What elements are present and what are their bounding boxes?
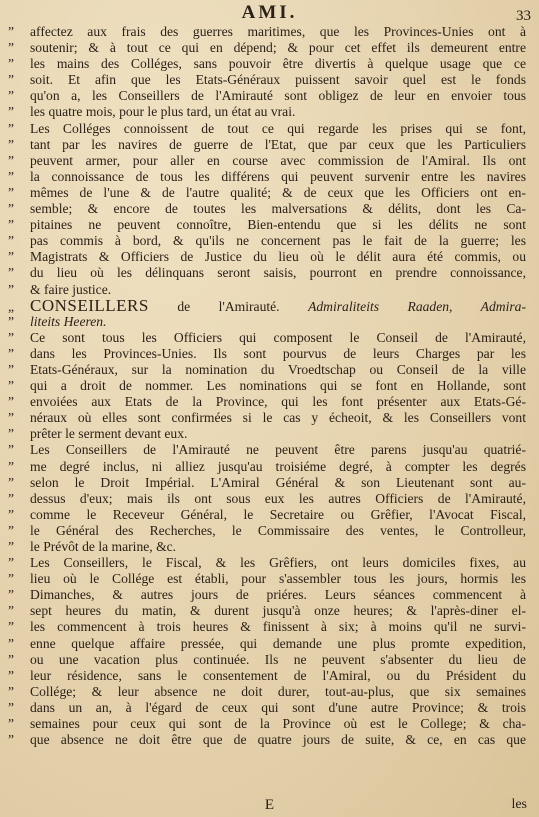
quote-mark: ” xyxy=(8,522,15,538)
line-text: Magistrats & Officiers de Justice du lieu où le délit aura été commis, ou xyxy=(30,249,526,265)
line-text: Les Colléges connoissent de tout ce qui regarde les prises qui se font, xyxy=(30,120,526,136)
quote-mark: ” xyxy=(8,732,15,748)
quote-mark: ” xyxy=(8,442,15,458)
quote-mark: ” xyxy=(8,120,15,136)
quote-mark: ” xyxy=(8,555,15,571)
text-line xyxy=(8,137,530,153)
quote-mark: ” xyxy=(8,265,15,281)
line-text: la connoissance de tous les différens qui peuvent survenir entre les navires xyxy=(30,168,526,184)
text-line xyxy=(8,201,530,217)
line-text: soutenir; & à tout ce qui en dépend; & pour cet effet ils demeurent entre xyxy=(30,40,526,56)
quote-mark: ” xyxy=(8,329,15,345)
line-text: les commencent à trois heures & finissent à six; à moins qu'il ne survi- xyxy=(30,619,526,635)
text-line xyxy=(8,539,530,555)
quote-mark: ” xyxy=(8,136,15,152)
line-text: le Général des Recherches, le Commissaire des ventes, le Controlleur, xyxy=(30,522,526,538)
line-text: sept heures du matin, & durent jusqu'à onze heures; & l'après-diner el- xyxy=(30,603,526,619)
quote-mark: ” xyxy=(8,635,15,651)
quote-mark: ” xyxy=(8,168,15,184)
quote-mark: ” xyxy=(8,24,15,39)
text-line xyxy=(8,555,530,571)
text-line xyxy=(8,603,530,619)
quote-mark: ” xyxy=(8,603,15,619)
page-footer xyxy=(0,797,539,817)
quote-mark: ” xyxy=(8,474,15,490)
line-text: les quatre mois, pour le plus tard, un état au vrai. xyxy=(30,104,296,120)
line-text: que absence ne doit être que de quatre jours de suite, & ce, en cas que xyxy=(30,732,526,748)
entry-heading xyxy=(8,298,530,314)
quote-mark: ” xyxy=(8,72,15,88)
quote-mark: ” xyxy=(8,667,15,683)
quote-mark: ” xyxy=(8,201,15,217)
line-text: le Prévôt de la marine, &c. xyxy=(30,539,177,554)
text-line xyxy=(8,104,530,120)
line-text: enne quelque affaire pressée, qui demande une plus promte expedition, xyxy=(30,635,526,651)
line-text: Ce sont tous les Officiers qui composent le Conseil de l'Amirauté, xyxy=(30,329,526,345)
line-text: semble; & encore de toutes les malversations & délits, dont les Ca- xyxy=(30,201,526,217)
quote-mark: ” xyxy=(8,56,15,72)
line-text: selon le Droit Impérial. L'Amiral Général & son Lieutenant sont au- xyxy=(30,474,526,490)
quote-mark: ” xyxy=(8,426,15,442)
entry-heading-continued-text xyxy=(30,314,526,330)
text-line xyxy=(8,40,530,56)
quote-mark: ” xyxy=(8,184,15,200)
line-text: Les Conseillers, le Fiscal, & les Grêfiers, ont leurs domiciles fixes, au xyxy=(30,555,526,571)
line-text: semaines pour ceux qui sont de la Province où est le College; & cha- xyxy=(30,716,526,732)
quote-mark: ” xyxy=(8,587,15,603)
quote-mark: ” xyxy=(8,699,15,715)
catchword: les xyxy=(511,797,527,812)
text-line xyxy=(8,652,530,668)
line-text: lieu où le Collége est établi, pour s'assembler tous les jours, hormis les xyxy=(30,571,526,587)
text-line xyxy=(8,233,530,249)
line-text: Les Conseillers de l'Amirauté ne peuvent être parens jusqu'au quatrié- xyxy=(30,442,526,458)
running-title: AMI. xyxy=(241,2,298,23)
text-line xyxy=(8,410,530,426)
text-line xyxy=(8,153,530,169)
line-text: peuvent armer, pour aller en course avec commission de l'Amiral. Ils ont xyxy=(30,152,526,168)
line-text: leur résidence, sans le consentement de l'Amiral, ou du Président du xyxy=(30,667,526,683)
quote-mark: ” xyxy=(8,104,15,120)
quote-mark: ” xyxy=(8,361,15,377)
quote-mark: ” xyxy=(8,40,15,56)
text-line xyxy=(8,282,530,298)
quote-mark: ” xyxy=(8,506,15,522)
line-text: qui a droit de nommer. Les nominations qui se font en Hollande, sont xyxy=(30,378,526,394)
line-text: qu'on a, les Conseillers de l'Amirauté sont obligez de leur en envoier tous xyxy=(30,88,526,104)
line-text: du lieu où les délinquans seront saisis, pourront en prendre connoissance, xyxy=(30,265,526,281)
text-line xyxy=(8,523,530,539)
text-line xyxy=(8,249,530,265)
text-line xyxy=(8,668,530,684)
quote-mark: ” xyxy=(8,152,15,168)
quote-mark: „ xyxy=(8,298,15,314)
quote-mark: ” xyxy=(8,683,15,699)
line-text: ou une vacation plus continuée. Ils ne peuvent s'absenter du lieu de xyxy=(30,651,526,667)
line-text: pitaines ne peuvent connoître, Bien-entendu que si les délits ne sont xyxy=(30,217,526,233)
text-line xyxy=(8,491,530,507)
text-line xyxy=(8,265,530,281)
quote-mark: ” xyxy=(8,571,15,587)
text-line xyxy=(8,507,530,523)
quote-mark: ” xyxy=(8,88,15,104)
text-line xyxy=(8,571,530,587)
line-text: Collége; & leur absence ne doit durer, tout-au-plus, que six semaines xyxy=(30,683,526,699)
quote-mark: ” xyxy=(8,233,15,249)
text-line xyxy=(8,587,530,603)
quote-mark: ” xyxy=(8,539,15,554)
text-line xyxy=(8,330,530,346)
entry-term-rest: de l'Amirauté. xyxy=(148,298,309,314)
line-text: néraux où elles sont confirmées si le cas y écheoit, & les Conseillers vont xyxy=(30,410,526,426)
quote-mark: ” xyxy=(8,281,15,297)
text-line xyxy=(8,346,530,362)
text-line xyxy=(8,700,530,716)
page-number: 33 xyxy=(516,8,531,24)
entry-heading-continued xyxy=(8,314,530,330)
line-text: dans les Provinces-Unies. Ils sont pourvus de leurs Charges par les xyxy=(30,345,526,361)
quote-mark: ” xyxy=(8,217,15,233)
text-line xyxy=(8,684,530,700)
text-line xyxy=(8,732,530,748)
quote-mark: ” xyxy=(8,410,15,426)
text-line xyxy=(8,426,530,442)
text-line xyxy=(8,121,530,137)
line-text: tant par les navires de guerre de l'Etat, que par ceux que les Particuliers xyxy=(30,136,526,152)
quote-mark: ” xyxy=(8,490,15,506)
text-line xyxy=(8,619,530,635)
text-line xyxy=(8,169,530,185)
line-text: me degré inclus, ni alliez jusqu'au troisiéme degré, à compter les degrés xyxy=(30,458,526,474)
text-line xyxy=(8,362,530,378)
quote-mark: ” xyxy=(8,249,15,265)
line-text: pas commis à bord, & qu'ils ne concernent pas le fait de la guerre; les xyxy=(30,233,526,249)
line-text: mêmes de l'une & de l'autre qualité; & de ceux que les Officiers ont en- xyxy=(30,184,526,200)
line-text: comme le Receveur Général, le Secretaire ou Grêfier, l'Avocat Fiscal, xyxy=(30,506,526,522)
quote-mark: ” xyxy=(8,619,15,635)
line-text: & faire justice. xyxy=(30,281,112,297)
text-line xyxy=(8,636,530,652)
quote-mark: ” xyxy=(8,716,15,732)
entry-term: CONSEILLERS xyxy=(30,297,149,314)
text-line xyxy=(8,24,530,40)
quote-mark: ” xyxy=(8,394,15,410)
text-line xyxy=(8,378,530,394)
line-text: dans un an, à l'égard de ceux qui sont d'une autre Province; & trois xyxy=(30,699,526,715)
text-line xyxy=(8,217,530,233)
text-line xyxy=(8,72,530,88)
line-text: soit. Et afin que les Etats-Généraux puissent savoir quel est le fonds xyxy=(30,72,526,88)
page-body xyxy=(8,24,530,748)
entry-heading-text xyxy=(30,298,526,314)
dutch-equivalent: Admiraliteits Raaden, Admira- xyxy=(308,298,526,314)
text-line xyxy=(8,716,530,732)
signature-mark: E xyxy=(264,797,275,813)
page-header xyxy=(0,2,539,26)
line-text: envoiées aux Etats de la Province, qui les font présenter aux Etats-Gé- xyxy=(30,394,526,410)
line-text: Etats-Généraux, sur la nomination du Vroedtschap ou Conseil de la ville xyxy=(30,361,526,377)
text-line xyxy=(8,442,530,458)
line-text: affectez aux frais des guerres maritimes, que les Provinces-Unies ont à xyxy=(30,24,526,39)
line-text: prêter le serment devant eux. xyxy=(30,426,188,442)
text-line xyxy=(8,56,530,72)
text-line xyxy=(8,88,530,104)
quote-mark: ” xyxy=(8,378,15,394)
quote-mark: ” xyxy=(8,313,15,329)
text-line xyxy=(8,475,530,491)
text-line xyxy=(8,394,530,410)
text-line xyxy=(8,459,530,475)
quote-mark: ” xyxy=(8,458,15,474)
line-text: les mains des Colléges, sans pouvoir être divertis à quelque usage que ce xyxy=(30,56,526,72)
dutch-equivalent-continued: liteits Heeren. xyxy=(30,313,107,329)
line-text: Dimanches, & autres jours de priéres. Leurs séances commencent à xyxy=(30,587,526,603)
text-line xyxy=(8,185,530,201)
quote-mark: ” xyxy=(8,345,15,361)
quote-mark: ” xyxy=(8,651,15,667)
line-text: dessus d'eux; mais ils ont sous eux les autres Officiers de l'Amirauté, xyxy=(30,490,526,506)
